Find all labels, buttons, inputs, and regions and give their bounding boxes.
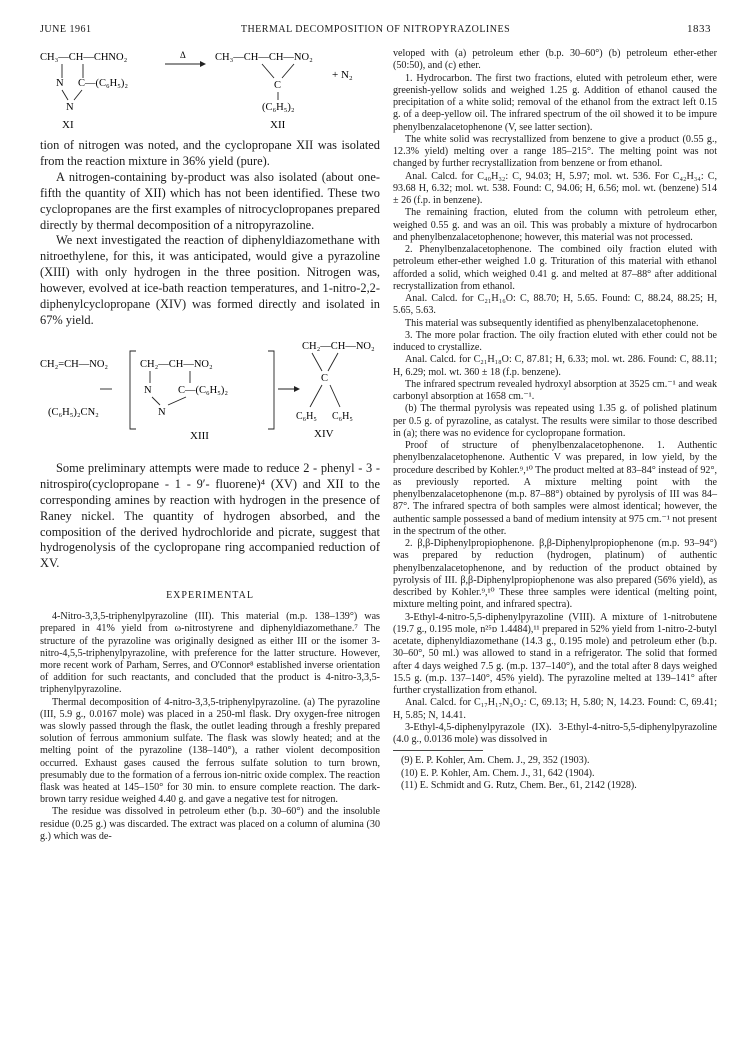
reference-item: (11) E. Schmidt and G. Rutz, Chem. Ber., 61, 2142 (1928). bbox=[401, 780, 637, 792]
right-bracket bbox=[268, 351, 274, 429]
xiii-n2-atom: N bbox=[158, 406, 166, 418]
reference-item: (9) E. P. Kohler, Am. Chem. J., 29, 352 (1903). bbox=[401, 755, 590, 767]
page-number: 1833 bbox=[687, 23, 711, 35]
bond-line bbox=[330, 385, 340, 407]
xiii-c-atom: C—(C₆H₅)₂ bbox=[178, 384, 229, 396]
reaction-scheme-2 bbox=[40, 337, 380, 453]
bond-line bbox=[328, 353, 338, 371]
right-column bbox=[393, 48, 717, 792]
paragraph: The remaining fraction, eluted from the column with petroleum ether, weighed 0.55 g. and was an oil. This was probably a mixture of hydrocarbon and phenylbenzalacetophenone; however, this material was not processed. bbox=[393, 207, 717, 243]
paragraph: 3-Ethyl-4,5-diphenylpyrazole (IX). 3-Ethyl-4-nitro-5,5-diphenylpyrazoline (4.0 g., 0.0136 mole) was dissolved in bbox=[393, 721, 717, 745]
page-header bbox=[40, 24, 711, 40]
left-bracket bbox=[130, 351, 136, 429]
paragraph: (b) The thermal pyrolysis was repeated using 1.35 g. of polished platinum per 0.5 g. of pyrazoline, as catalyst. The results were similar to those described in (a); there was no evidence for cyclopropane formation. bbox=[393, 403, 717, 439]
paragraph: Thermal decomposition of 4-nitro-3,3,5-triphenylpyrazoline. (a) The pyrazoline (III, 5.9 g., 0.0167 mole) was placed in a 250-ml flask. Dry oxygen-free nitrogen was slowly passed through the flask, the outlet leading through a freshly prepared solution of ferrous ammonium sulfate. The flask was slowly heated; and at the melting point of the pyrazoline (138–140°), a rather violent decomposition occurred. Exhaust gases caused the ferrous sulfate solution to turn brown, presumably due to the formation of a ferrous ion-nitric oxide complex. The reaction flask was heated at 145–150° for 30 min. to ensure complete reaction. The dark-brown tarry residue weighed 4.40 g. and gave a negative test for nitrogen. bbox=[40, 696, 380, 806]
scheme-2-drawing bbox=[40, 337, 380, 453]
paragraph: 4-Nitro-3,3,5-triphenylpyrazoline (III). This material (m.p. 138–139°) was prepared in 41% yield from ω-nitrostyrene and diphenyldiazomethane.⁷ The structure of the pyrazoline was originally designed as either III or the isomer 3-nitro-4,5,5-triphenylpyrazoline, with preference for the latter structure. However, more recent work of Parham, Serres, and O'Connor⁸ established inverse orientation of addition for such reactants, and concluded that the product is 4-nitro-3,3,5-triphenylpyrazoline. bbox=[40, 611, 380, 696]
xi-top-formula: CH₃—CH—CHNO₂ bbox=[40, 52, 128, 63]
diphenyldiazomethane-formula: (C₆H₅)₂CN₂ bbox=[48, 406, 99, 418]
reference-item: (10) E. P. Kohler, Am. Chem. J., 31, 642 (1904). bbox=[401, 767, 595, 779]
xii-label: XII bbox=[270, 119, 286, 131]
paragraph: The infrared spectrum revealed hydroxyl absorption at 3525 cm.⁻¹ and weak carbonyl absorption at 1658 cm.⁻¹. bbox=[393, 378, 717, 402]
xii-substituent: (C₆H₅)₂ bbox=[262, 102, 295, 113]
paragraph: veloped with (a) petroleum ether (b.p. 30–60°) (b) petroleum ether-ether (50:50), and (c) ether. bbox=[393, 48, 717, 72]
reaction-scheme-1 bbox=[40, 48, 380, 168]
bond-line bbox=[168, 397, 186, 405]
xiv-top-formula: CH₂—CH—NO₂ bbox=[302, 340, 375, 352]
experimental-text bbox=[40, 611, 380, 843]
paragraph: tion of nitrogen was noted, and the cyclopropane XII was isolated from the reaction mixture in 36% yield (pure). bbox=[40, 138, 380, 168]
paragraph: Anal. Calcd. for C₂₁H₁₈O: C, 87.81; H, 6.33; mol. wt. 286. Found: C, 88.11; H, 6.29; mol. wt. 360 ± 18 (f.p. benzene). bbox=[393, 354, 717, 378]
section-heading-experimental: EXPERIMENTAL bbox=[166, 590, 254, 602]
paragraph: The white solid was recrystallized from benzene to give a product (0.55 g., 12.3% yield) melting over a range 185–215°. The melting point was not changed by further recrystallization from benzene or from ethanol. bbox=[393, 133, 717, 170]
xiii-top-formula: CH₂—CH—NO₂ bbox=[140, 358, 213, 370]
scheme-1-drawing bbox=[40, 48, 380, 168]
paragraph: Anal. Calcd. for C₄₀H₃₂: C, 94.03; H, 5.97; mol. wt. 536. For C₄₂H₃₄: C, 93.68 H, 6.32; mol. wt. 538. Found: C, 94.06; H, 6.56; mol. wt. (benzene) 514 ± 26 (f.p. in benzene). bbox=[393, 170, 717, 206]
xiii-n-atom: N bbox=[144, 384, 152, 396]
bond-line bbox=[152, 397, 160, 405]
bond-line bbox=[282, 64, 294, 78]
paragraph: 2. Phenylbenzalacetophenone. The combined oily fraction eluted with petroleum ether-ether weighed 1.0 g. Trituration of this material with ethanol afforded a solid, which weighed 0.41 g. and melted at 87–88° after additional recrystallization from ethanol. bbox=[393, 244, 717, 292]
paragraph: A nitrogen-containing by-product was also isolated (about one-fifth the quantity of XII) which has not been identified. These two cyclopropanes are the first examples of nitrocyclopropanes prepared directly by thermal decomposition of a nitropyrazoline. bbox=[40, 169, 380, 232]
right-body-text bbox=[393, 48, 717, 746]
xii-c-atom: C bbox=[274, 80, 282, 91]
paragraph: 2. β,β-Diphenylpropiophenone. β,β-Diphenylpropiophenone (m.p. 93–94°) was prepared by reduction (hydrogen, platinum) of authentic phenylbenzalacetophenone, and by reduction of the product obtained by pyrolysis of III. β,β-Diphenylpropiophenone was also prepared (56% yield), as described by Kohler.⁹,¹⁰ These three samples were identical (melting point, mixture melting point, and infrared spectra). bbox=[393, 538, 717, 611]
header-date: JUNE 1961 bbox=[40, 24, 92, 35]
paragraph: Anal. Calcd. for C₂₁H₁₆O: C, 88.70; H, 5.65. Found: C, 88.24, 88.25; H, 5.65, 5.63. bbox=[393, 293, 717, 317]
running-title: THERMAL DECOMPOSITION OF NITROPYRAZOLINES bbox=[240, 24, 511, 35]
bond-line bbox=[310, 385, 322, 407]
xiv-c-atom: C bbox=[321, 372, 329, 384]
references bbox=[393, 755, 717, 792]
paragraph: This material was subsequently identified as phenylbenzalacetophenone. bbox=[405, 317, 699, 329]
arrow-head bbox=[200, 61, 206, 67]
paragraph: We next investigated the reaction of diphenyldiazomethane with nitroethylene, for this, it was anticipated, would give a pyrazoline (XIII) with only hydrogen in the three position. Nitrogen was, however, evolved at ice-bath reaction temperatures, and 1-nitro-2,2-diphenylcyclopropane (XIV) was formed directly and isolated in 67% yield. bbox=[40, 233, 380, 327]
arrow-head bbox=[294, 386, 300, 392]
xi-n2-atom: N bbox=[66, 102, 74, 113]
xi-n-atom: N bbox=[56, 78, 64, 89]
xiv-phenyl-2: C₆H₅ bbox=[332, 410, 353, 422]
paragraph: Proof of structure of phenylbenzalacetophenone. 1. Authentic phenylbenzalacetophenone. Authentic V was prepared, in low yield, by the procedure described by Kohler.⁹,¹⁰ The product melted at 83–84° instead of 92°, as previously reported. A mixture melting point with the phenylbenzalacetophenone (m.p. 87–88°) obtained by pyrolysis of III was 84–87°. The infrared spectra of both samples were almost identical; however, the authentic sample possessed a band of medium intensity at 975 cm.⁻¹ not present in the spectrum of the other. bbox=[393, 440, 718, 537]
left-body-text-2 bbox=[40, 461, 380, 572]
bond-line bbox=[74, 90, 82, 100]
paragraph: 3. The more polar fraction. The oily fraction eluted with ether could not be induced to crystallize. bbox=[393, 329, 717, 353]
left-column bbox=[40, 48, 380, 843]
bond-line bbox=[262, 64, 274, 78]
xiv-label: XIV bbox=[314, 427, 334, 440]
paragraph: 1. Hydrocarbon. The first two fractions, eluted with petroleum ether, were greenish-yellow solids and weighed 1.25 g. Addition of ethanol caused the precipitation of a white solid; removal of the ethanol from the extract left 0.15 g. of a deep-yellow oil. The infrared spectrum of the oil showed it to be impure phenylbenzalacetophenone (V, see latter section). bbox=[393, 72, 717, 133]
nitroethylene-formula: CH₂=CH—NO₂ bbox=[40, 358, 109, 370]
delta-label: Δ bbox=[180, 50, 186, 60]
paragraph: Anal. Calcd. for C₁₇H₁₇N₃O₂: C, 69.13; H, 5.80; N, 14.23. Found: C, 69.41; H, 5.85; N, 14.41. bbox=[393, 697, 717, 721]
nitrogen-byproduct: + N₂ bbox=[332, 69, 353, 81]
xiii-label: XIII bbox=[190, 429, 209, 442]
xii-top-formula: CH₃—CH—CH—NO₂ bbox=[215, 52, 313, 63]
bond-line bbox=[312, 353, 322, 371]
paragraph: 3-Ethyl-4-nitro-5,5-diphenylpyrazoline (VIII). A mixture of 1-nitrobutene (19.7 g., 0.195 mole, n²⁵ᴅ 1.4484),¹¹ prepared in 52% yield from 1-nitro-2-butyl acetate, diphenyldiazomethane (14.3 g., 0.195 mole) and petroleum ether (b.p. 30–60°, 50 ml.) was allowed to stand in a refrigerator. The solid that formed after 4 days weighed 7.5 g. (m.p. 137–140°), and the total after 8 days weighed 15.5 g. (m.p. 137–140°, 45% yield). The pyrazoline melted at 139–141° after further crystallization from ethanol. bbox=[393, 611, 717, 696]
xi-label: XI bbox=[62, 119, 74, 131]
xi-c-atom: C—(C₆H₅)₂ bbox=[78, 78, 129, 89]
paragraph: The residue was dissolved in petroleum ether (b.p. 30–60°) and the insoluble residue (0.25 g.) was discarded. The extract was placed on a column of alumina (30 g.) which was de- bbox=[40, 806, 380, 842]
paragraph: Some preliminary attempts were made to reduce 2 - phenyl - 3 - nitrospiro(cyclopropane - 1 - 9′- fluorene)⁴ (XV) and XII to the corresponding amines by reaction with hydrogen in the presence of Raney nickel. The quantity of hydrogen absorbed, and the composition of the derived hydrochloride and picrate, suggest that hydrogenolysis of the cyclopropane ring accompanied reduction of XV. bbox=[40, 460, 380, 571]
xiv-phenyl-1: C₆H₅ bbox=[296, 410, 317, 422]
bond-line bbox=[62, 90, 68, 100]
